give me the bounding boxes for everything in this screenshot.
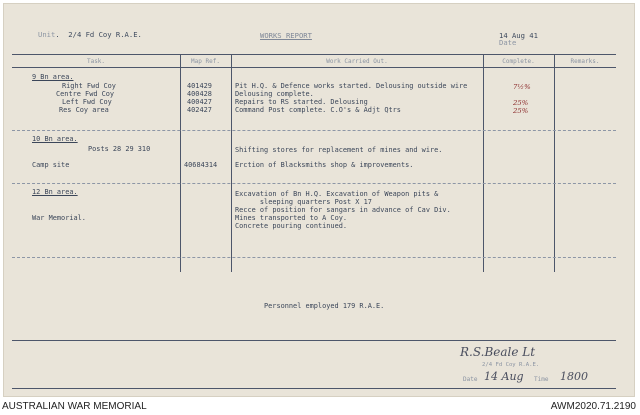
complete-cell: 7½% bbox=[513, 83, 531, 91]
signature-top-rule bbox=[12, 340, 616, 341]
signature-time-label: Time bbox=[534, 376, 549, 383]
footer-bar bbox=[0, 398, 640, 415]
work-cell: Delousing complete. bbox=[235, 90, 314, 98]
task-cell: Centre Fwd Coy bbox=[56, 90, 115, 98]
task-cell: Posts 28 29 310 bbox=[88, 145, 151, 153]
footer-accession-number: AWM2020.71.2190 bbox=[550, 401, 636, 412]
map-ref-cell: 402427 bbox=[187, 106, 212, 114]
date-value: 14 Aug 41 bbox=[499, 31, 538, 40]
unit-label: Unit bbox=[38, 30, 56, 39]
work-cell: Recce of position for sangars in advance of Cav Div. bbox=[235, 206, 451, 214]
unit-line: Unit. 2/4 Fd Coy R.A.E. bbox=[38, 30, 142, 39]
header-bottom-rule bbox=[12, 67, 616, 68]
work-cell: Command Post complete. C.O's & Adjt Qtrs bbox=[235, 106, 401, 114]
work-cell: Concrete pouring continued. bbox=[235, 222, 348, 230]
complete-cell: 25% bbox=[513, 107, 529, 115]
map-ref-cell: 400428 bbox=[187, 90, 212, 98]
col-header-task: Task. bbox=[86, 58, 106, 65]
work-cell: sleeping quarters Post X 17 bbox=[235, 198, 372, 206]
section-divider bbox=[12, 130, 616, 131]
map-ref-cell: 401429 bbox=[187, 82, 212, 90]
signature-time: 1800 bbox=[560, 370, 588, 383]
task-cell: Right Fwd Coy bbox=[62, 82, 116, 90]
section-divider bbox=[12, 257, 616, 258]
report-title: WORKS REPORT bbox=[260, 31, 312, 40]
unit-value: 2/4 Fd Coy R.A.E. bbox=[68, 30, 142, 39]
work-cell: Shifting stores for replacement of mines and wire. bbox=[235, 146, 443, 154]
table-top-rule bbox=[12, 54, 616, 55]
task-cell: Res Coy area bbox=[59, 106, 109, 114]
footer-institution: AUSTRALIAN WAR MEMORIAL bbox=[2, 401, 147, 412]
map-ref-cell: 40684314 bbox=[184, 161, 218, 169]
signature-date-label: Date bbox=[463, 376, 478, 383]
document-sheet bbox=[4, 4, 634, 396]
work-cell: Excavation of Bn H.Q. Excavation of Weapon pits & bbox=[235, 190, 439, 198]
work-cell: Mines transported to A Coy. bbox=[235, 214, 348, 222]
signature-date: 14 Aug bbox=[484, 370, 524, 383]
personnel-line: Personnel employed 179 R.A.E. bbox=[264, 302, 385, 310]
task-cell: Left Fwd Coy bbox=[62, 98, 112, 106]
col-header-remarks: Remarks. bbox=[570, 58, 600, 65]
col-header-work: Work Carried Out. bbox=[326, 58, 388, 65]
col-divider-1 bbox=[180, 54, 181, 272]
table-bottom-rule bbox=[12, 388, 616, 389]
col-divider-2 bbox=[231, 54, 232, 272]
section-heading: 10 Bn area. bbox=[32, 135, 78, 143]
task-cell: War Memorial. bbox=[32, 214, 86, 222]
work-cell: Repairs to RS started. Delousing bbox=[235, 98, 368, 106]
section-heading: 9 Bn area. bbox=[32, 73, 74, 81]
section-divider bbox=[12, 183, 616, 184]
signature: R.S.Beale Lt bbox=[460, 345, 536, 359]
signature-unit: 2/4 Fd Coy R.A.E. bbox=[482, 362, 540, 368]
work-cell: Erction of Blacksmiths shop & improvements. bbox=[235, 161, 414, 169]
col-header-complete: Complete. bbox=[502, 58, 535, 65]
date-label: Date bbox=[499, 38, 517, 47]
work-cell: Pit H.Q. & Defence works started. Delousing outside wire bbox=[235, 82, 468, 90]
section-heading: 12 Bn area. bbox=[32, 188, 78, 196]
col-divider-3 bbox=[483, 54, 484, 272]
col-header-map-ref: Map Ref. bbox=[191, 58, 220, 65]
col-divider-4 bbox=[554, 54, 555, 272]
complete-cell: 25% bbox=[513, 99, 529, 107]
task-cell: Camp site bbox=[32, 161, 70, 169]
map-ref-cell: 400427 bbox=[187, 98, 212, 106]
